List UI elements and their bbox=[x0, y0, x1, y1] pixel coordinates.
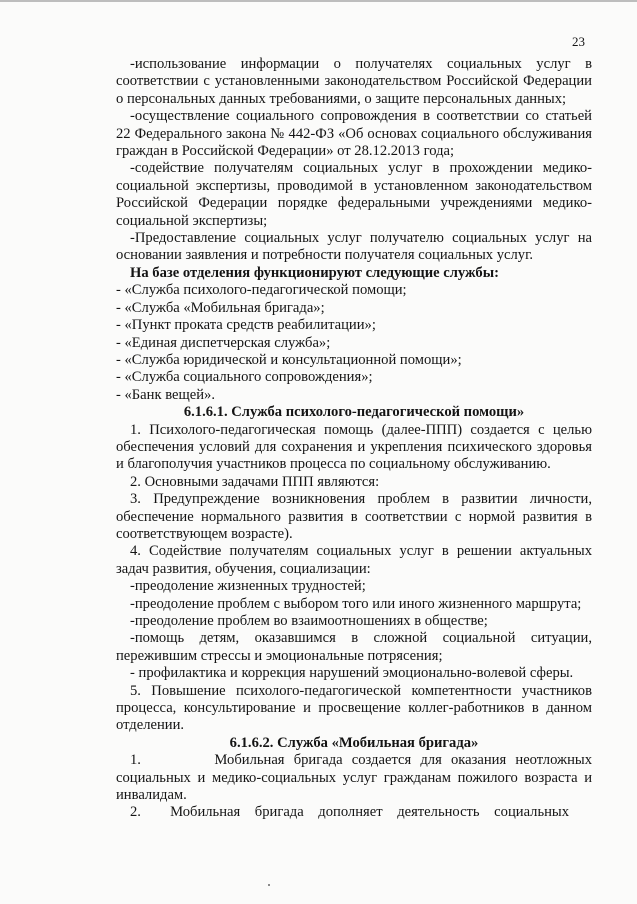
paragraph: 1. Мобильная бригада создается для оказания неотложных социальных и медико-социальных услуг гражданам пожилого возраста и инвалидам. bbox=[116, 752, 596, 804]
list-item: - «Служба юридической и консультационной помощи»; bbox=[116, 351, 462, 368]
paragraph: 1. Психолого-педагогическая помощь (далее-ППП) создается с целью обеспечения условий для сохранения и укрепления психического здоровья и благополучия участников процесса по социальному обслуживанию. bbox=[116, 421, 592, 473]
list-item: - «Служба психолого-педагогической помощи; bbox=[116, 282, 407, 299]
paragraph: -помощь детям, оказавшимся в сложной социальной ситуации, пережившим стрессы и эмоциональные потрясения; bbox=[116, 630, 592, 664]
list-item: - «Служба социального сопровождения»; bbox=[116, 369, 373, 386]
section-heading-ppp: 6.1.6.1. Служба психолого-педагогической помощи» bbox=[183, 404, 525, 421]
scan-top-edge bbox=[0, 0, 637, 2]
paragraph: -преодоление жизненных трудностей; bbox=[130, 578, 366, 595]
paragraph: 4. Содействие получателям социальных услуг в решении актуальных задач развития, обучения, социализации: bbox=[116, 543, 592, 577]
list-item: - «Единая диспетчерская служба»; bbox=[116, 334, 331, 351]
paragraph: - профилактика и коррекция нарушений эмоционально-волевой сферы. bbox=[130, 665, 574, 682]
paragraph: -содействие получателям социальных услуг в прохождении медико-социальной экспертизы, проводимой в установленном законодательством Российской Федерации порядке федеральными учреждениями медико-социальной экспертизы; bbox=[116, 160, 592, 229]
paragraph: -использование информации о получателях социальных услуг в соответствии с установленными законодательством Российской Федерации о персональных данных требованиями, о защите персональных данных; bbox=[116, 56, 592, 107]
list-item: - «Пункт проката средств реабилитации»; bbox=[116, 317, 376, 334]
paragraph: 3. Предупреждение возникновения проблем в развитии личности, обеспечение нормального развития в соответствии с нормой развития в соответствующем возрасте). bbox=[116, 491, 592, 542]
paragraph: 5. Повышение психолого-педагогической компетентности участников процесса, консультирование и просвещение коллег-работников в данном отделении. bbox=[116, 682, 592, 734]
scan-speck bbox=[268, 884, 270, 886]
services-heading: На базе отделения функционируют следующие службы: bbox=[130, 264, 499, 281]
paragraph: 2. Основными задачами ППП являются: bbox=[130, 473, 380, 490]
paragraph: -осуществление социального сопровождения в соответствии со статьей 22 Федерального закона № 442-ФЗ «Об основах социального обслуживания граждан в Российской Федерации» от 28.12.2013 года; bbox=[116, 108, 592, 160]
paragraph: 2. Мобильная бригада дополняет деятельность социальных bbox=[130, 804, 570, 821]
services-list bbox=[116, 282, 592, 404]
list-item: - «Служба «Мобильная бригада»; bbox=[116, 299, 325, 316]
document-body bbox=[116, 56, 596, 822]
section-heading-mobile-team: 6.1.6.2. Служба «Мобильная бригада» bbox=[229, 734, 479, 751]
page-number: 23 bbox=[572, 34, 585, 49]
list-item: - «Банк вещей». bbox=[116, 386, 215, 403]
paragraph: -преодоление проблем с выбором того или иного жизненного маршрута; bbox=[130, 595, 582, 612]
paragraph: -Предоставление социальных услуг получателю социальных услуг на основании заявления и потребности получателя социальных услуг. bbox=[116, 230, 592, 264]
paragraph: -преодоление проблем во взаимоотношениях в обществе; bbox=[130, 613, 488, 629]
